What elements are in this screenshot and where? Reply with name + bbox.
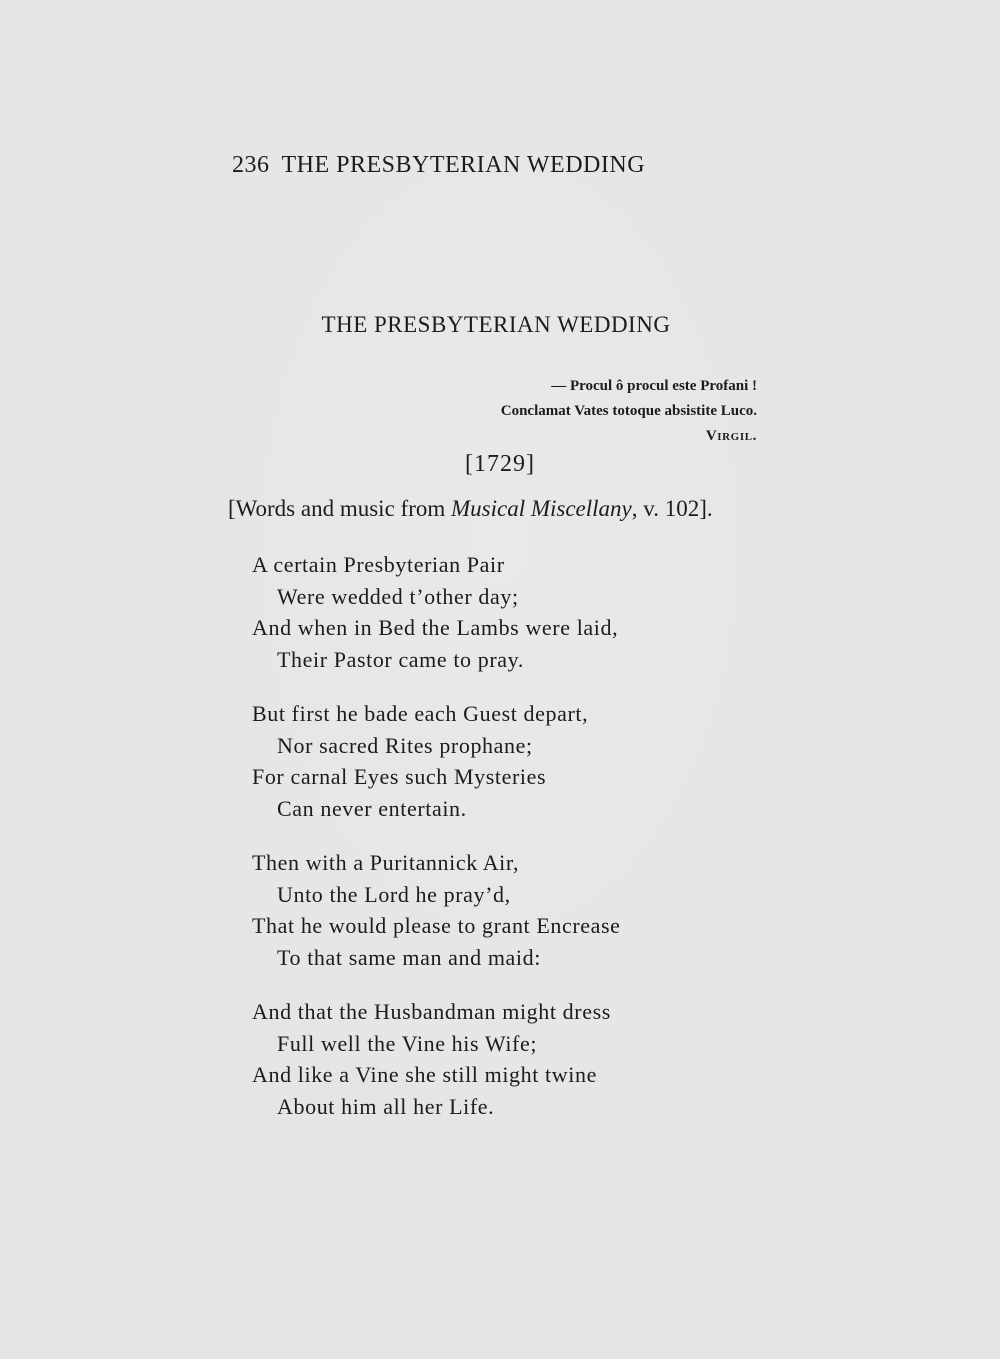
stanza [252,996,621,1122]
poem-line: Can never entertain. [277,795,467,821]
poem-line: And like a Vine she still might twine [252,1062,597,1087]
date-block [0,451,1000,478]
poem-line: And that the Husbandman might dress [252,999,611,1024]
running-title: THE PRESBYTERIAN WEDDING [281,152,646,178]
source-note-prefix: [Words and music from [228,496,451,521]
poem-line: Their Pastor came to pray. [277,646,524,672]
poem-line: Then with a Puritannick Air, [252,850,520,875]
poem-line: And when in Bed the Lambs were laid, [252,615,619,640]
poem-title: THE PRESBYTERIAN WEDDING [321,312,671,337]
running-header [232,152,645,179]
poem-line: That he would please to grant Encrease [252,913,621,938]
page-number: 236 [232,152,270,178]
poem-line: Nor sacred Rites prophane; [277,732,533,758]
poem-line: Unto the Lord he pray’d, [277,881,511,907]
poem-line: But first he bade each Guest depart, [252,701,589,726]
poem-line: To that same man and maid: [277,944,541,970]
stanza [252,698,621,824]
stanza [252,847,621,973]
source-work-title: Musical Miscellany [451,496,632,521]
epigraph-attribution: Virgil. [705,428,757,444]
epigraph [501,374,757,449]
poem-line: Were wedded t’other day; [277,583,519,609]
poem-line: A certain Presbyterian Pair [252,552,505,577]
poem-line: For carnal Eyes such Mysteries [252,764,547,789]
poem-line: Full well the Vine his Wife; [277,1030,538,1056]
source-note-suffix: , v. 102]. [631,496,713,521]
stanza [252,549,621,675]
poem-date: [1729] [465,451,535,477]
poem-body [252,549,621,1145]
poem-line: About him all her Life. [277,1093,495,1119]
epigraph-line: Conclamat Vates totoque absistite Luco. [500,403,757,419]
poem-title-block [0,312,1000,338]
source-note [228,496,713,522]
epigraph-line: — Procul ô procul este Profani ! [551,378,757,394]
